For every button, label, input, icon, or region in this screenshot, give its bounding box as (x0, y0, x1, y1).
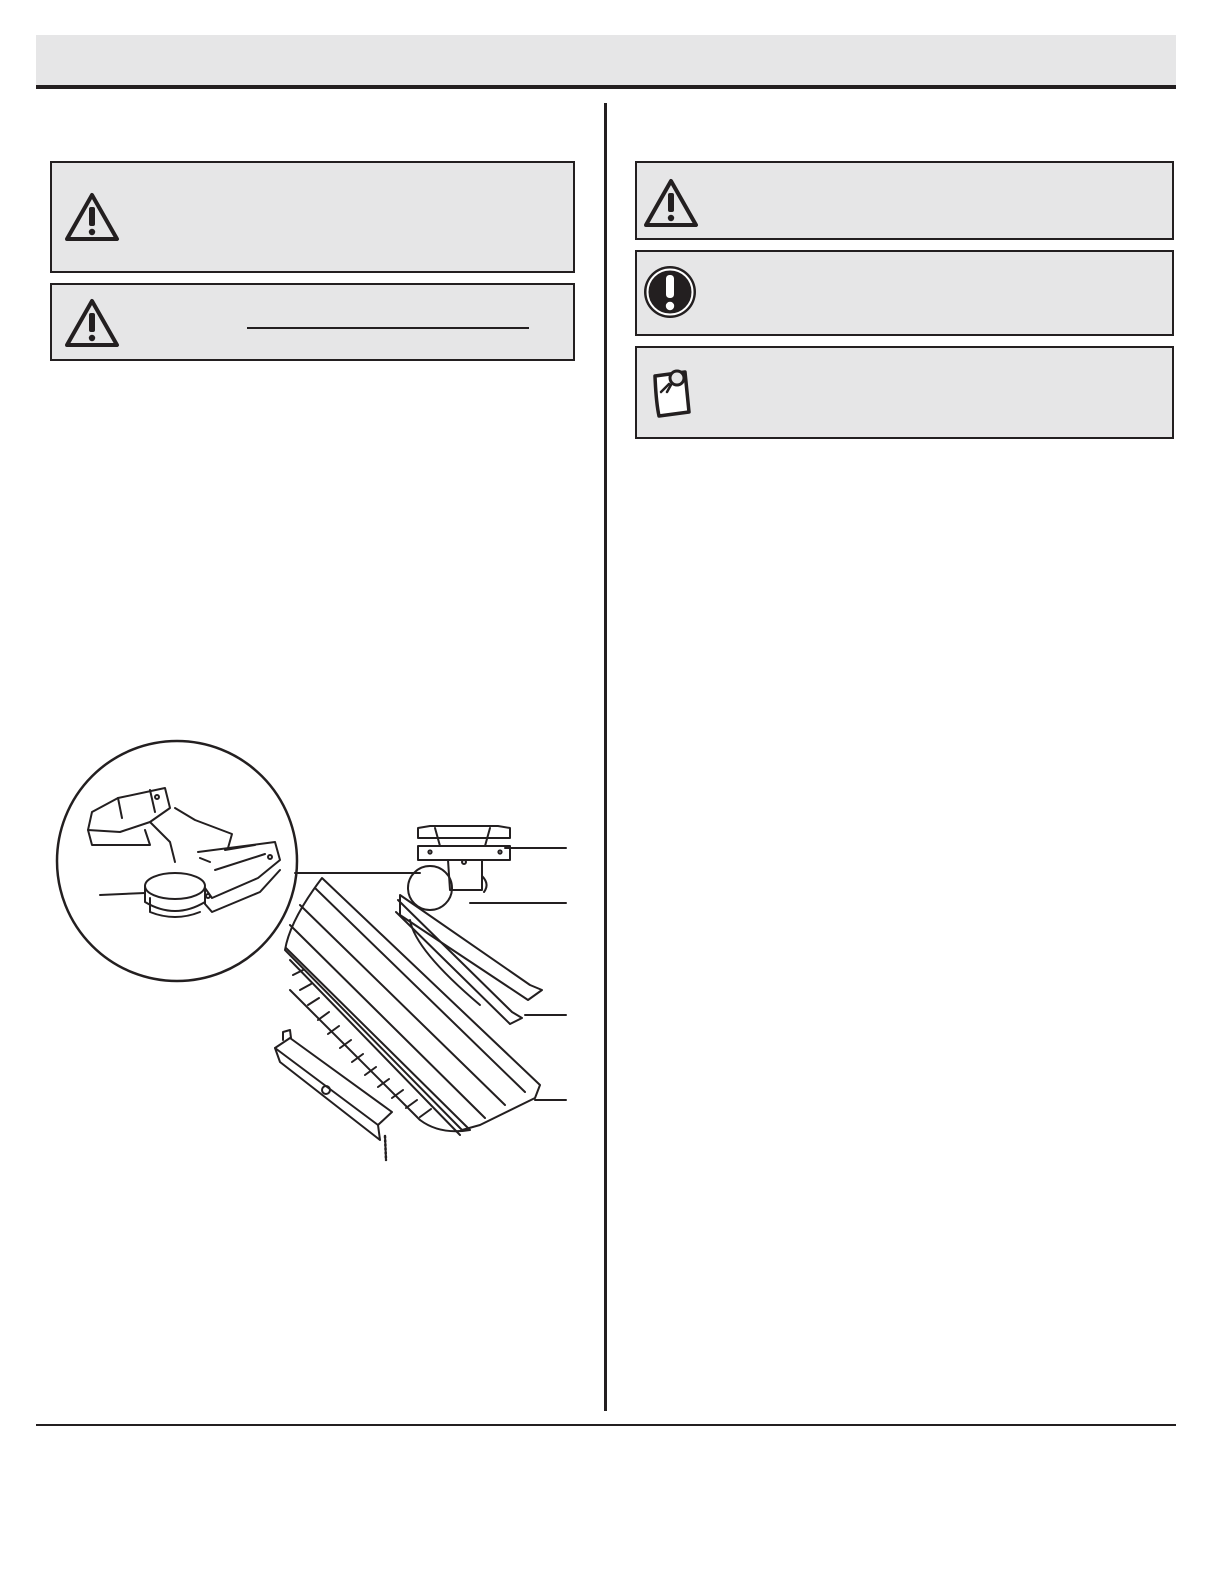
warning-triangle-icon (63, 297, 121, 351)
ceiling-fan-mounting-diagram (50, 735, 580, 1175)
caution-box (635, 250, 1174, 336)
warning-triangle-icon (642, 177, 700, 231)
warning-box-right (635, 161, 1174, 240)
header-bar (36, 35, 1176, 89)
footer-rule (36, 1424, 1176, 1426)
warning-box-1 (50, 161, 575, 273)
ceiling-bracket (418, 826, 510, 892)
caution-exclamation-icon (640, 262, 700, 322)
column-divider (604, 103, 607, 1411)
warning-triangle-icon (63, 191, 121, 245)
leader-line (100, 893, 145, 895)
warning-box-2 (50, 283, 575, 361)
note-pushpin-icon (647, 362, 703, 422)
note-box (635, 346, 1174, 439)
underline-rule (247, 327, 529, 329)
switch-housing (275, 1030, 392, 1160)
bracket-detail (88, 788, 280, 917)
detail-magnifier-circle (57, 741, 297, 981)
